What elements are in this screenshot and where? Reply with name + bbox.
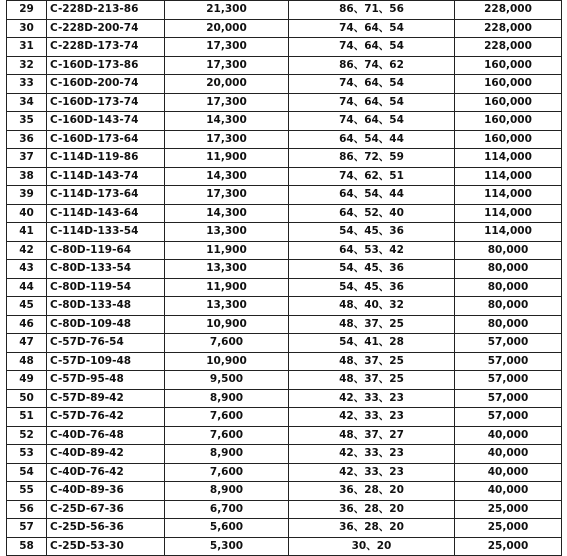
model-cell: C-114D-143-74	[47, 167, 165, 186]
sizes-cell: 54、45、36	[289, 278, 455, 297]
row-number-cell: 55	[7, 482, 47, 501]
model-cell: C-40D-89-36	[47, 482, 165, 501]
model-cell: C-114D-133-54	[47, 223, 165, 242]
sizes-cell: 86、74、62	[289, 56, 455, 75]
capacity-cell: 40,000	[455, 445, 562, 464]
model-cell: C-160D-200-74	[47, 75, 165, 94]
model-cell: C-160D-173-74	[47, 93, 165, 112]
sizes-cell: 54、45、36	[289, 260, 455, 279]
capacity-cell: 114,000	[455, 149, 562, 168]
sizes-cell: 48、37、25	[289, 315, 455, 334]
row-number-cell: 45	[7, 297, 47, 316]
table-row	[7, 75, 562, 94]
value-cell: 20,000	[165, 75, 289, 94]
model-cell: C-114D-143-64	[47, 204, 165, 223]
model-cell: C-57D-95-48	[47, 371, 165, 390]
spec-table-body	[7, 1, 562, 556]
model-cell: C-160D-173-64	[47, 130, 165, 149]
capacity-cell: 114,000	[455, 223, 562, 242]
row-number-cell: 43	[7, 260, 47, 279]
value-cell: 11,900	[165, 278, 289, 297]
value-cell: 8,900	[165, 482, 289, 501]
sizes-cell: 42、33、23	[289, 445, 455, 464]
value-cell: 7,600	[165, 426, 289, 445]
model-cell: C-228D-213-86	[47, 1, 165, 20]
model-cell: C-114D-119-86	[47, 149, 165, 168]
sizes-cell: 74、64、54	[289, 38, 455, 57]
table-row	[7, 1, 562, 20]
capacity-cell: 57,000	[455, 408, 562, 427]
sizes-cell: 64、54、44	[289, 130, 455, 149]
sizes-cell: 30、20	[289, 537, 455, 556]
model-cell: C-228D-173-74	[47, 38, 165, 57]
row-number-cell: 47	[7, 334, 47, 353]
table-row	[7, 445, 562, 464]
sizes-cell: 42、33、23	[289, 408, 455, 427]
row-number-cell: 39	[7, 186, 47, 205]
capacity-cell: 80,000	[455, 241, 562, 260]
value-cell: 9,500	[165, 371, 289, 390]
capacity-cell: 228,000	[455, 19, 562, 38]
capacity-cell: 160,000	[455, 130, 562, 149]
table-row	[7, 204, 562, 223]
value-cell: 17,300	[165, 93, 289, 112]
table-row	[7, 241, 562, 260]
row-number-cell: 58	[7, 537, 47, 556]
table-row	[7, 260, 562, 279]
value-cell: 11,900	[165, 241, 289, 260]
value-cell: 17,300	[165, 130, 289, 149]
table-row	[7, 519, 562, 538]
model-cell: C-57D-76-54	[47, 334, 165, 353]
table-row	[7, 130, 562, 149]
value-cell: 14,300	[165, 204, 289, 223]
sizes-cell: 42、33、23	[289, 463, 455, 482]
sizes-cell: 48、37、25	[289, 352, 455, 371]
sizes-cell: 36、28、20	[289, 482, 455, 501]
model-cell: C-228D-200-74	[47, 19, 165, 38]
sizes-cell: 74、64、54	[289, 93, 455, 112]
model-cell: C-25D-67-36	[47, 500, 165, 519]
model-cell: C-57D-109-48	[47, 352, 165, 371]
value-cell: 14,300	[165, 112, 289, 131]
row-number-cell: 37	[7, 149, 47, 168]
value-cell: 17,300	[165, 56, 289, 75]
value-cell: 10,900	[165, 352, 289, 371]
row-number-cell: 32	[7, 56, 47, 75]
capacity-cell: 40,000	[455, 482, 562, 501]
value-cell: 6,700	[165, 500, 289, 519]
value-cell: 10,900	[165, 315, 289, 334]
sizes-cell: 54、41、28	[289, 334, 455, 353]
model-cell: C-160D-173-86	[47, 56, 165, 75]
sizes-cell: 64、54、44	[289, 186, 455, 205]
value-cell: 5,600	[165, 519, 289, 538]
row-number-cell: 54	[7, 463, 47, 482]
row-number-cell: 36	[7, 130, 47, 149]
sizes-cell: 36、28、20	[289, 500, 455, 519]
value-cell: 17,300	[165, 186, 289, 205]
row-number-cell: 53	[7, 445, 47, 464]
capacity-cell: 228,000	[455, 1, 562, 20]
model-cell: C-40D-76-48	[47, 426, 165, 445]
table-row	[7, 38, 562, 57]
capacity-cell: 57,000	[455, 334, 562, 353]
capacity-cell: 25,000	[455, 500, 562, 519]
capacity-cell: 80,000	[455, 297, 562, 316]
table-row	[7, 352, 562, 371]
model-cell: C-25D-53-30	[47, 537, 165, 556]
sizes-cell: 42、33、23	[289, 389, 455, 408]
table-row	[7, 167, 562, 186]
table-row	[7, 389, 562, 408]
model-cell: C-80D-109-48	[47, 315, 165, 334]
model-cell: C-80D-119-64	[47, 241, 165, 260]
spec-table	[6, 0, 562, 556]
sizes-cell: 64、52、40	[289, 204, 455, 223]
model-cell: C-114D-173-64	[47, 186, 165, 205]
sizes-cell: 74、62、51	[289, 167, 455, 186]
model-cell: C-25D-56-36	[47, 519, 165, 538]
row-number-cell: 38	[7, 167, 47, 186]
table-row	[7, 537, 562, 556]
capacity-cell: 80,000	[455, 315, 562, 334]
sizes-cell: 54、45、36	[289, 223, 455, 242]
row-number-cell: 40	[7, 204, 47, 223]
row-number-cell: 48	[7, 352, 47, 371]
row-number-cell: 57	[7, 519, 47, 538]
row-number-cell: 50	[7, 389, 47, 408]
value-cell: 20,000	[165, 19, 289, 38]
capacity-cell: 160,000	[455, 112, 562, 131]
row-number-cell: 56	[7, 500, 47, 519]
model-cell: C-80D-133-48	[47, 297, 165, 316]
table-row	[7, 482, 562, 501]
row-number-cell: 52	[7, 426, 47, 445]
sizes-cell: 74、64、54	[289, 75, 455, 94]
model-cell: C-57D-76-42	[47, 408, 165, 427]
table-row	[7, 278, 562, 297]
table-row	[7, 408, 562, 427]
value-cell: 17,300	[165, 38, 289, 57]
value-cell: 8,900	[165, 445, 289, 464]
table-row	[7, 93, 562, 112]
value-cell: 14,300	[165, 167, 289, 186]
capacity-cell: 57,000	[455, 352, 562, 371]
table-row	[7, 19, 562, 38]
table-row	[7, 463, 562, 482]
table-row	[7, 149, 562, 168]
table-row	[7, 371, 562, 390]
capacity-cell: 40,000	[455, 463, 562, 482]
sizes-cell: 86、71、56	[289, 1, 455, 20]
value-cell: 11,900	[165, 149, 289, 168]
row-number-cell: 51	[7, 408, 47, 427]
value-cell: 7,600	[165, 334, 289, 353]
capacity-cell: 25,000	[455, 519, 562, 538]
value-cell: 13,300	[165, 297, 289, 316]
capacity-cell: 57,000	[455, 371, 562, 390]
capacity-cell: 160,000	[455, 93, 562, 112]
sizes-cell: 74、64、54	[289, 19, 455, 38]
row-number-cell: 44	[7, 278, 47, 297]
capacity-cell: 160,000	[455, 75, 562, 94]
capacity-cell: 114,000	[455, 167, 562, 186]
sizes-cell: 48、37、27	[289, 426, 455, 445]
capacity-cell: 80,000	[455, 260, 562, 279]
capacity-cell: 228,000	[455, 38, 562, 57]
model-cell: C-80D-119-54	[47, 278, 165, 297]
capacity-cell: 114,000	[455, 186, 562, 205]
table-row	[7, 186, 562, 205]
model-cell: C-160D-143-74	[47, 112, 165, 131]
capacity-cell: 80,000	[455, 278, 562, 297]
table-row	[7, 426, 562, 445]
sizes-cell: 48、37、25	[289, 371, 455, 390]
sizes-cell: 74、64、54	[289, 112, 455, 131]
model-cell: C-40D-76-42	[47, 463, 165, 482]
table-row	[7, 56, 562, 75]
value-cell: 21,300	[165, 1, 289, 20]
value-cell: 7,600	[165, 408, 289, 427]
capacity-cell: 57,000	[455, 389, 562, 408]
row-number-cell: 35	[7, 112, 47, 131]
table-row	[7, 315, 562, 334]
row-number-cell: 30	[7, 19, 47, 38]
row-number-cell: 41	[7, 223, 47, 242]
value-cell: 13,300	[165, 223, 289, 242]
value-cell: 8,900	[165, 389, 289, 408]
sizes-cell: 36、28、20	[289, 519, 455, 538]
sizes-cell: 48、40、32	[289, 297, 455, 316]
value-cell: 5,300	[165, 537, 289, 556]
row-number-cell: 34	[7, 93, 47, 112]
capacity-cell: 25,000	[455, 537, 562, 556]
value-cell: 13,300	[165, 260, 289, 279]
row-number-cell: 29	[7, 1, 47, 20]
sizes-cell: 64、53、42	[289, 241, 455, 260]
capacity-cell: 114,000	[455, 204, 562, 223]
capacity-cell: 160,000	[455, 56, 562, 75]
value-cell: 7,600	[165, 463, 289, 482]
table-row	[7, 297, 562, 316]
table-row	[7, 334, 562, 353]
row-number-cell: 46	[7, 315, 47, 334]
model-cell: C-80D-133-54	[47, 260, 165, 279]
sizes-cell: 86、72、59	[289, 149, 455, 168]
row-number-cell: 31	[7, 38, 47, 57]
capacity-cell: 40,000	[455, 426, 562, 445]
row-number-cell: 33	[7, 75, 47, 94]
table-row	[7, 223, 562, 242]
model-cell: C-40D-89-42	[47, 445, 165, 464]
row-number-cell: 42	[7, 241, 47, 260]
model-cell: C-57D-89-42	[47, 389, 165, 408]
row-number-cell: 49	[7, 371, 47, 390]
table-row	[7, 500, 562, 519]
table-row	[7, 112, 562, 131]
